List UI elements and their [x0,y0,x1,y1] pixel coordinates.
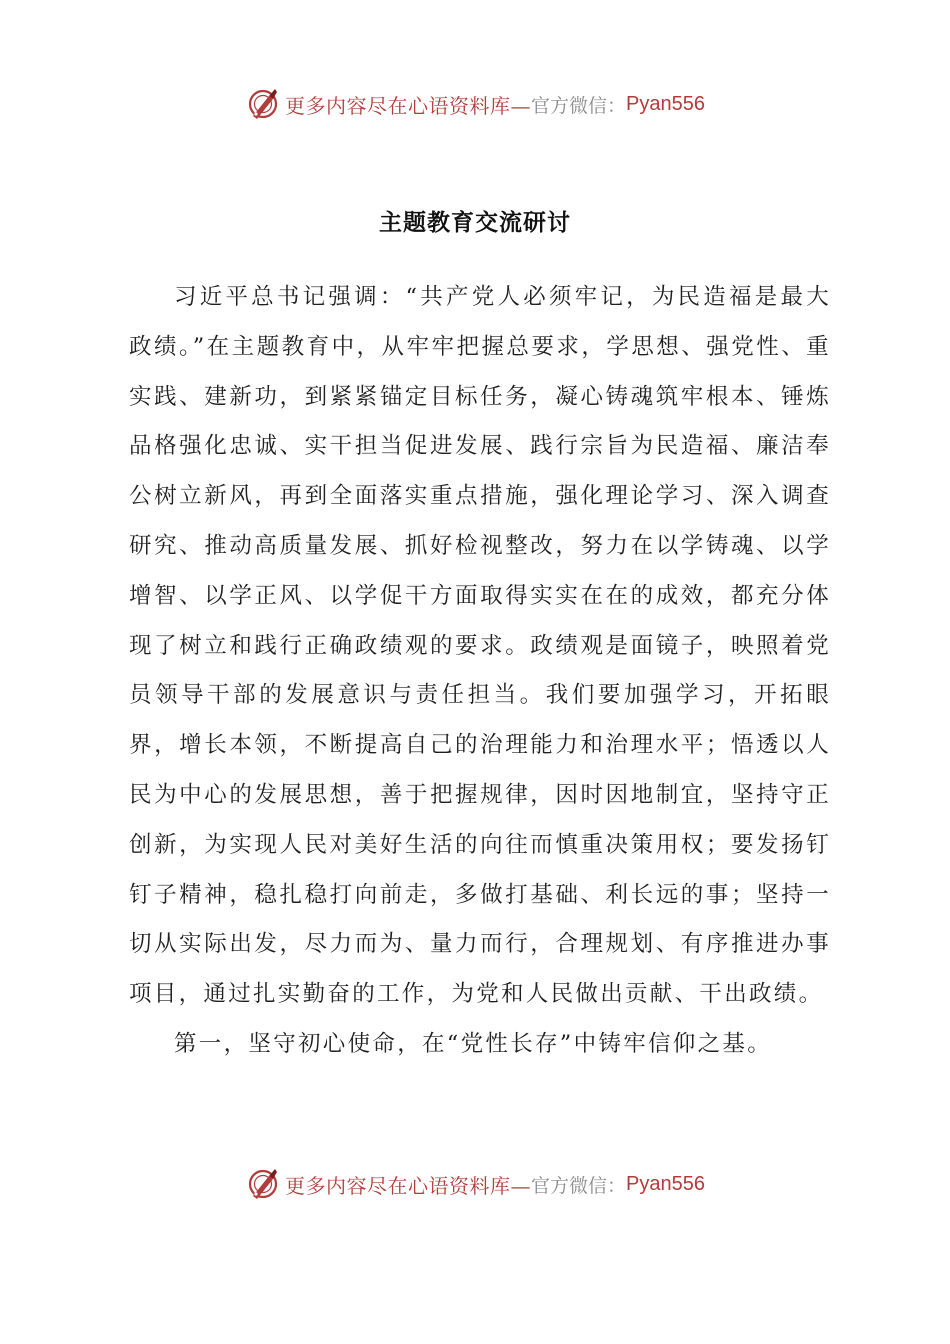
pen-logo-icon [245,86,281,122]
page-title: 主题教育交流研讨 [379,210,571,236]
document-body [129,273,831,1070]
footer-watermark-banner [0,1164,950,1204]
paragraph-1: 习近平总书记强调：“共产党人必须牢记，为民造福是最大政绩。”在主题教育中，从牢牢把握总要求，学思想、强党性、重实践、建新功，到紧紧锚定目标任务，凝心铸魂筑牢根本、锤炼品格强化忠诚、实干担当促进发展、践行宗旨为民造福、廉洁奉公树立新风，再到全面落实重点措施，强化理论学习、深入调查研究、推动高质量发展、抓好检视整改，努力在以学铸魂、以学增智、以学正风、以学促干方面取得实实在在的成效，都充分体现了树立和践行正确政绩观的要求。政绩观是面镜子，映照着党员领导干部的发展意识与责任担当。我们要加强学习，开拓眼界，增长本领，不断提高自己的治理能力和治理水平；悟透以人民为中心的发展思想，善于把握规律，因时因地制宜，坚持守正创新，为实现人民对美好生活的向往而慎重决策用权；要发扬钉钉子精神，稳扎稳打向前走，多做打基础、利长远的事；坚持一切从实际出发，尽力而为、量力而行，合理规划、有序推进办事项目，通过扎实勤奋的工作，为党和人民做出贡献、干出政绩。 [129,284,831,1008]
banner-text: 更多内容尽在心语资料库— [285,1173,531,1198]
banner-contact-label: 官方微信： [531,94,627,117]
banner-wechat-id: Pyan556 [626,1172,705,1195]
banner-contact-label: 官方微信： [531,1174,627,1197]
header-watermark-banner [0,84,950,124]
paragraph-2: 第一，坚守初心使命，在“党性长存”中铸牢信仰之基。 [174,1030,773,1057]
banner-wechat-id: Pyan556 [626,92,705,115]
pen-logo-icon [245,1166,281,1202]
banner-text: 更多内容尽在心语资料库— [285,93,531,118]
